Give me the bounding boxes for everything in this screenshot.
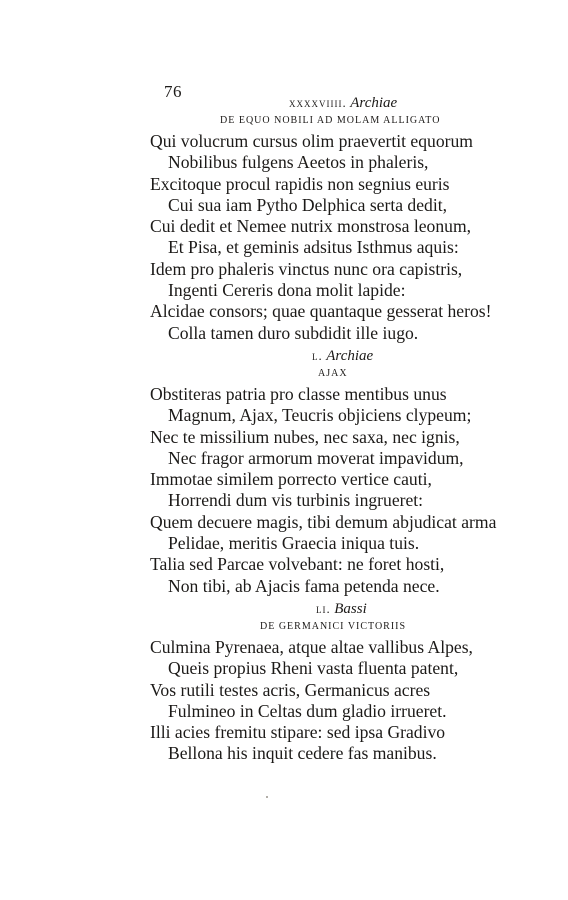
poem-subtitle: DE GERMANICI VICTORIIS xyxy=(260,620,407,632)
verse-line: Excitoque procul rapidis non segnius euris xyxy=(150,173,450,194)
verse-line: Obstiteras patria pro classe mentibus unus xyxy=(150,383,447,404)
verse-line: Colla tamen duro subdidit ille iugo. xyxy=(168,322,419,343)
verse-line: Illi acies fremitu stipare: sed ipsa Gradivo xyxy=(150,722,446,743)
verse-line: Nobilibus fulgens Aeetos in phaleris, xyxy=(168,152,429,173)
poem-heading xyxy=(150,599,530,619)
paper-speck xyxy=(266,796,268,798)
poem-verse xyxy=(150,131,530,344)
verse-line: Nec te missilium nubes, nec saxa, nec ignis, xyxy=(150,426,460,447)
verse-line: Pelidae, meritis Graecia iniqua tuis. xyxy=(168,533,420,554)
verse-line: Nec fragor armorum moverat impavidum, xyxy=(168,447,464,468)
page-number: 76 xyxy=(164,82,182,101)
verse-line: Ingenti Cereris dona molit lapide: xyxy=(168,280,406,301)
poem-bassi-germanicus xyxy=(150,599,530,765)
poem-subtitle: AJAX xyxy=(318,367,348,379)
poem-author: Archiae xyxy=(350,95,398,111)
verse-line: Alcidae consors; quae quantaque gesserat heros! xyxy=(150,301,492,322)
verse-line: Idem pro phaleris vinctus nunc ora capistris, xyxy=(150,258,463,279)
poem-number: li. xyxy=(316,600,331,616)
verse-line: Horrendi dum vis turbinis ingrueret: xyxy=(168,490,424,511)
verse-line: Cui sua iam Pytho Delphica serta dedit, xyxy=(168,194,448,215)
verse-line: Cui dedit et Nemee nutrix monstrosa leonum, xyxy=(150,216,472,237)
poem-archiae-ajax xyxy=(150,346,530,597)
poem-author: Bassi xyxy=(334,600,367,617)
poem-verse xyxy=(150,637,530,765)
verse-line: Et Pisa, et geminis adsitus Isthmus aquis: xyxy=(168,237,459,258)
verse-line: Immotae similem porrecto vertice cauti, xyxy=(150,469,432,490)
verse-line: Talia sed Parcae volvebant: ne foret hosti, xyxy=(150,554,445,575)
verse-line: Vos rutili testes acris, Germanicus acres xyxy=(150,679,431,700)
poem-verse xyxy=(150,384,530,597)
poem-archiae-horse xyxy=(150,93,530,344)
verse-line: Bellona his inquit cedere fas manibus. xyxy=(168,743,437,764)
verse-line: Culmina Pyrenaea, atque altae vallibus Alpes, xyxy=(150,636,473,657)
poem-number: l. xyxy=(312,347,323,363)
poem-author: Archiae xyxy=(326,347,374,364)
poem-number: xxxxviiii. xyxy=(289,95,347,110)
verse-line: Quem decuere magis, tibi demum abjudicat arma xyxy=(150,511,497,532)
poem-heading xyxy=(150,346,530,366)
verse-line: Magnum, Ajax, Teucris objiciens clypeum; xyxy=(168,405,472,426)
poem-heading xyxy=(150,93,530,113)
poem-subtitle: DE EQUO NOBILI AD MOLAM ALLIGATO xyxy=(220,115,441,126)
verse-line: Fulmineo in Celtas dum gladio irrueret. xyxy=(168,700,447,721)
page-content xyxy=(150,93,530,765)
verse-line: Qui volucrum cursus olim praevertit equorum xyxy=(150,131,473,151)
verse-line: Non tibi, ab Ajacis fama petenda nece. xyxy=(168,575,440,596)
verse-line: Queis propius Rheni vasta fluenta patent, xyxy=(168,658,459,679)
